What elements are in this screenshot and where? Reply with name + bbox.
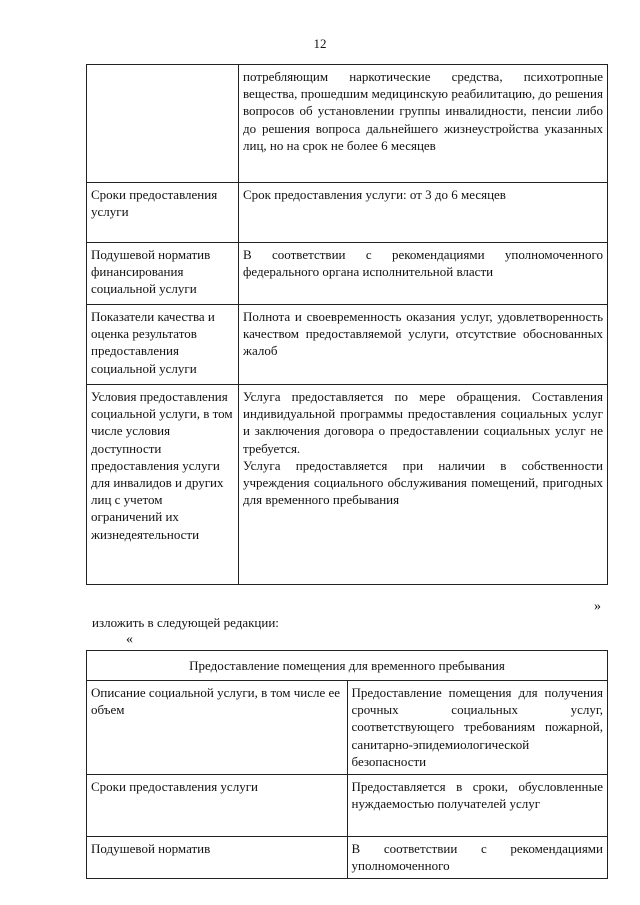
row-value	[239, 243, 608, 305]
closing-quote: »	[594, 599, 601, 614]
instruction-text: изложить в следующей редакции:	[92, 615, 279, 630]
services-table-old	[86, 64, 608, 585]
row-value	[239, 65, 608, 183]
row-label: Показатели качества и оценка результатов предоставления социальной услуги	[87, 305, 239, 385]
row-label: Сроки предоставления услуги	[87, 183, 239, 243]
table-row	[87, 183, 608, 243]
row-label: Сроки предоставления услуги	[87, 775, 348, 837]
row-value-text: Услуга предоставляется по мере обращения. Составления индивидуальной программы предоставления социальных услуг и заключения договора о предоставлении социальных услуг не требуется.	[243, 389, 603, 456]
row-value	[239, 305, 608, 385]
opening-quote: «	[126, 632, 133, 647]
table-row	[87, 681, 608, 775]
row-value	[347, 775, 608, 837]
table-header: Предоставление помещения для временного пребывания	[87, 651, 608, 681]
row-value-text: Предоставляется в сроки, обусловленные нуждаемостью получателей услуг	[351, 779, 603, 812]
row-value-text: Услуга предоставляется при наличии в собственности учреждения социального обслуживания помещений, пригодных для временного пребывания	[243, 457, 603, 508]
row-label: Подушевой норматив финансирования социальной услуги	[87, 243, 239, 305]
row-value-text: В соответствии с рекомендациями уполномоченного федерального органа исполнительной власти	[243, 247, 603, 280]
row-value	[347, 681, 608, 775]
row-label: Описание социальной услуги, в том числе ее объем	[87, 681, 348, 775]
row-value	[239, 183, 608, 243]
row-label: Условия предоставления социальной услуги, в том числе условия доступности предоставления услуги для инвалидов и других лиц с учетом ограничений их жизнедеятельности	[87, 385, 239, 585]
row-value	[239, 385, 608, 585]
row-value-text: В соответствии с рекомендациями уполномоченного	[351, 841, 603, 874]
table-row	[87, 243, 608, 305]
table-header-row	[87, 651, 608, 681]
row-value-text: Предоставление помещения для получения срочных социальных услуг, соответствующего требованиям пожарной, санитарно-эпидемиологической безопасности	[351, 685, 603, 769]
row-value-text: Полнота и своевременность оказания услуг, удовлетворенность качеством предоставляемой услуги, отсутствие обоснованных жалоб	[243, 309, 603, 359]
table-row	[87, 305, 608, 385]
table-row	[87, 385, 608, 585]
row-value-text: потребляющим наркотические средства, психотропные вещества, прошедшим медицинскую реабилитацию, до решения вопросов об установлении группы инвалидности, пенсии либо до решения вопроса дальнейшего жизнеустройства указанных лиц, но на срок не более 6 месяцев	[243, 69, 603, 153]
row-value	[347, 837, 608, 879]
row-value-text: Срок предоставления услуги: от 3 до 6 месяцев	[243, 187, 506, 202]
services-table-new	[86, 650, 608, 879]
table-row	[87, 775, 608, 837]
page-number: 12	[313, 36, 327, 51]
row-label	[87, 65, 239, 183]
row-label: Подушевой норматив	[87, 837, 348, 879]
table-row	[87, 65, 608, 183]
table-row	[87, 837, 608, 879]
